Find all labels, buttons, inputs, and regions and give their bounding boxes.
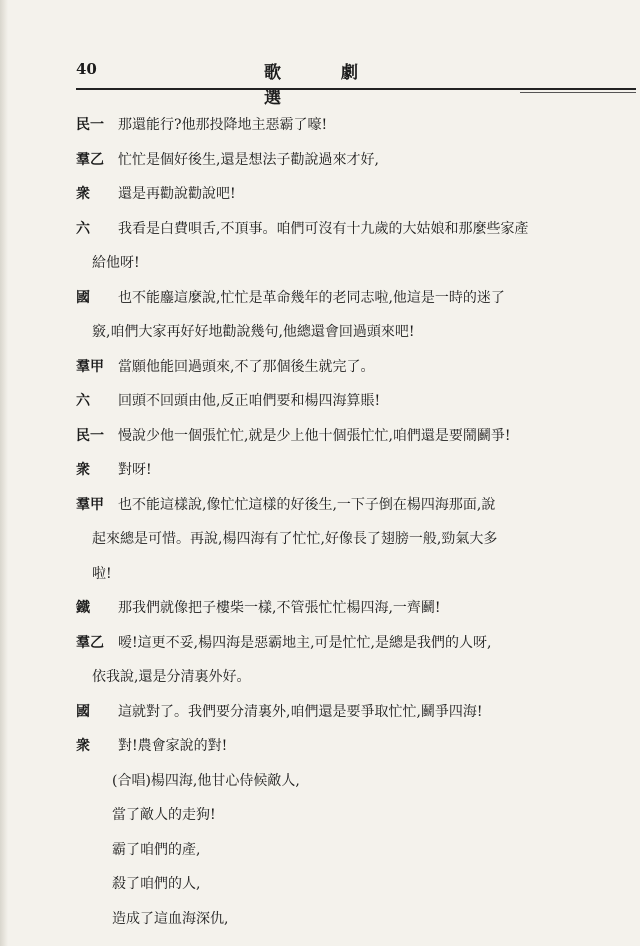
speaker-label: 六 [76,220,90,237]
dialogue-line [76,177,632,212]
book-title: 歌劇選 [264,63,418,108]
speaker-label: 羣甲 [76,358,104,375]
page-header [76,58,636,108]
line-text: 回頭不回頭由他,反正咱們要和楊四海算賬! [118,393,381,409]
dialogue-line [76,281,632,316]
line-text: 我看是白費唄舌,不頂事。咱們可沒有十九歲的大姑娘和那麼些家產 [118,220,529,237]
dialogue-line [76,246,632,281]
dialogue-line [76,453,632,488]
dialogue-line [76,315,632,350]
line-text: 那還能行?他那投降地主惡霸了嚎! [118,117,328,133]
line-text: 霸了咱們的產, [112,841,201,858]
dialogue-line [76,695,632,730]
speaker-label: 衆 [76,738,90,754]
dialogue-line [76,591,632,626]
speaker-label: 國 [76,289,90,306]
speaker-label: 衆 [76,186,90,202]
speaker-label: 民一 [76,427,104,444]
line-text: 對!農會家說的對! [118,738,228,754]
line-text: 起來總是可惜。再說,楊四海有了忙忙,好像長了翅膀一般,勁氣大多 [92,531,498,547]
line-text: 造成了這血海深仇, [112,910,229,927]
scan-edge-shadow [0,0,8,946]
dialogue-line [76,488,632,523]
line-text: 殺了咱們的人, [112,876,201,892]
dialogue-line [76,626,632,661]
speaker-label: 鐵 [76,600,90,616]
dialogue-line [76,384,632,419]
line-text: 當願他能回過頭來,不了那個後生就完了。 [118,358,375,375]
dialogue-line [76,350,632,385]
line-text: 啦! [92,565,112,582]
page-number: 40 [76,60,97,78]
header-rule [76,88,636,90]
speaker-label: 六 [76,393,90,409]
line-text: 給他呀! [92,255,140,271]
line-text: 忙忙是個好後生,還是想法子勸說過來才好, [118,151,379,168]
line-text: 當了敵人的走狗! [112,807,216,823]
line-text: 慢說少他一個張忙忙,就是少上他十個張忙忙,咱們還是要鬧鬬爭! [118,427,511,444]
speaker-label: 羣乙 [76,151,104,168]
line-text: 也不能鏖這麼說,忙忙是革命幾年的老同志啦,他這是一時的迷了 [118,289,505,306]
line-text: 嗳!這更不妥,楊四海是惡霸地主,可是忙忙,是總是我們的人呀, [118,634,492,651]
dialogue-line [76,660,632,695]
dialogue-line [76,212,632,247]
line-text: 對呀! [118,462,152,478]
line-text: 那我們就像把子樓柴一樣,不管張忙忙楊四海,一齊鬬! [118,600,441,616]
speaker-label: 羣甲 [76,496,104,513]
song-line [76,867,632,902]
song-line [76,764,632,799]
line-text: 這就對了。我們要分清裏外,咱們還是要爭取忙忙,鬬爭四海! [118,703,483,720]
line-text: 還是再勸說勸說吧! [118,186,236,202]
song-line [76,833,632,868]
dialogue-line [76,419,632,454]
dialogue-line [76,522,632,557]
script-body [76,108,632,936]
header-rule-secondary [520,92,636,93]
speaker-label: 羣乙 [76,634,104,651]
dialogue-line [76,108,632,143]
song-line [76,798,632,833]
dialogue-line [76,729,632,764]
speaker-label: 國 [76,703,90,720]
line-text: 也不能這樣說,像忙忙這樣的好後生,一下子倒在楊四海那面,說 [118,496,496,513]
dialogue-line [76,143,632,178]
line-text: 依我說,還是分清裏外好。 [92,669,251,685]
speaker-label: 衆 [76,462,90,478]
line-text: 竅,咱們大家再好好地勸說幾句,他總還會回過頭來吧! [92,324,415,340]
dialogue-line [76,557,632,592]
line-text: (合唱)楊四海,他甘心侍候敵人, [112,772,300,789]
speaker-label: 民一 [76,117,104,133]
song-line [76,902,632,937]
